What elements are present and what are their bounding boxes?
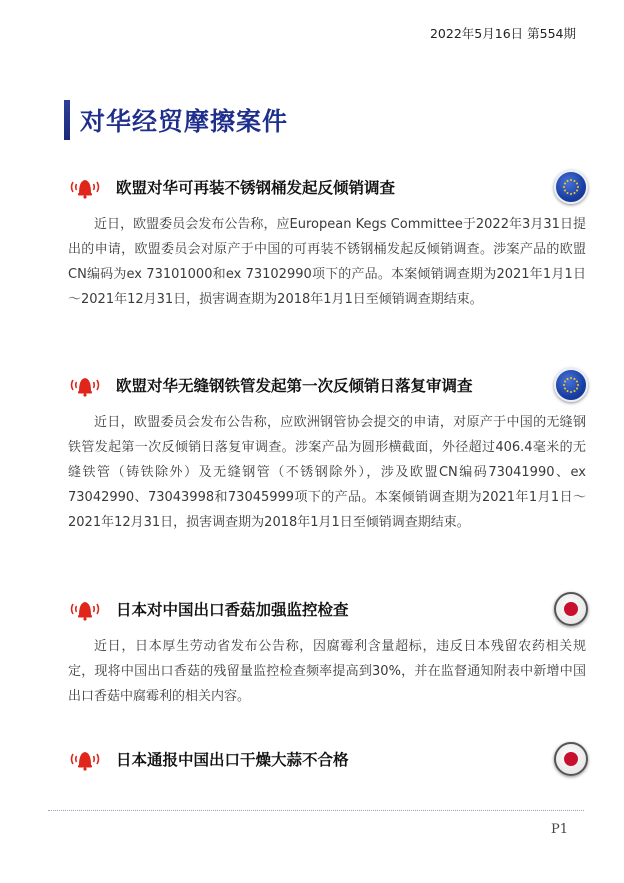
alarm-bell-icon <box>68 175 102 199</box>
page-number: P1 <box>550 822 568 837</box>
japan-flag-icon <box>554 592 588 626</box>
section-header <box>64 100 288 140</box>
eu-flag-icon <box>554 170 588 204</box>
section-title: 对华经贸摩擦案件 <box>80 107 289 136</box>
alarm-bell-icon <box>68 747 102 771</box>
case-body: 近日，欧盟委员会发布公告称，应European Kegs Committee于2022年3月31日提出的申请，欧盟委员会对原产于中国的可再装不锈钢桶发起反倾销调查。涉案产品的欧盟CN编码为ex 73101000和ex 73102990项下的产品。本案倾销调查期为2021年1月1日～2021年12月31日，损害调查期为2018年1月1日至倾销调查期结束。 <box>68 217 586 307</box>
alarm-bell-icon <box>68 597 102 621</box>
case-header <box>68 742 588 776</box>
case-item <box>68 170 588 312</box>
case-title: 欧盟对华可再装不锈钢桶发起反倾销调查 <box>116 179 396 197</box>
section-accent-bar <box>64 100 70 140</box>
case-header <box>68 170 588 204</box>
case-item <box>68 742 588 776</box>
case-header <box>68 368 588 402</box>
case-header <box>68 592 588 626</box>
case-item <box>68 368 588 535</box>
case-title: 日本对中国出口香菇加强监控检查 <box>116 601 349 619</box>
case-title: 欧盟对华无缝钢铁管发起第一次反倾销日落复审调查 <box>116 377 473 395</box>
japan-flag-icon <box>554 742 588 776</box>
eu-flag-icon <box>554 368 588 402</box>
case-body: 近日，欧盟委员会发布公告称，应欧洲钢管协会提交的申请，对原产于中国的无缝钢铁管发起第一次反倾销日落复审调查。涉案产品为圆形横截面，外径超过406.4毫米的无缝铁管（铸铁除外）及无缝钢管（不锈钢除外），涉及欧盟CN编码73041990、ex 73042990、73043998和73045999项下的产品。本案倾销调查期为2021年1月1日～2021年12月31日，损害调查期为2018年1月1日至倾销调查期结束。 <box>68 415 586 530</box>
issue-date: 2022年5月16日 第554期 <box>429 26 576 41</box>
footer-divider <box>48 810 584 811</box>
alarm-bell-icon <box>68 373 102 397</box>
case-body: 近日，日本厚生劳动省发布公告称，因腐霉利含量超标，违反日本残留农药相关规定，现将中国出口香菇的残留量监控检查频率提高到30%，并在监督通知附表中新增中国出口香菇中腐霉利的相关内容。 <box>68 639 586 704</box>
case-item <box>68 592 588 709</box>
case-title: 日本通报中国出口干燥大蒜不合格 <box>116 751 349 769</box>
